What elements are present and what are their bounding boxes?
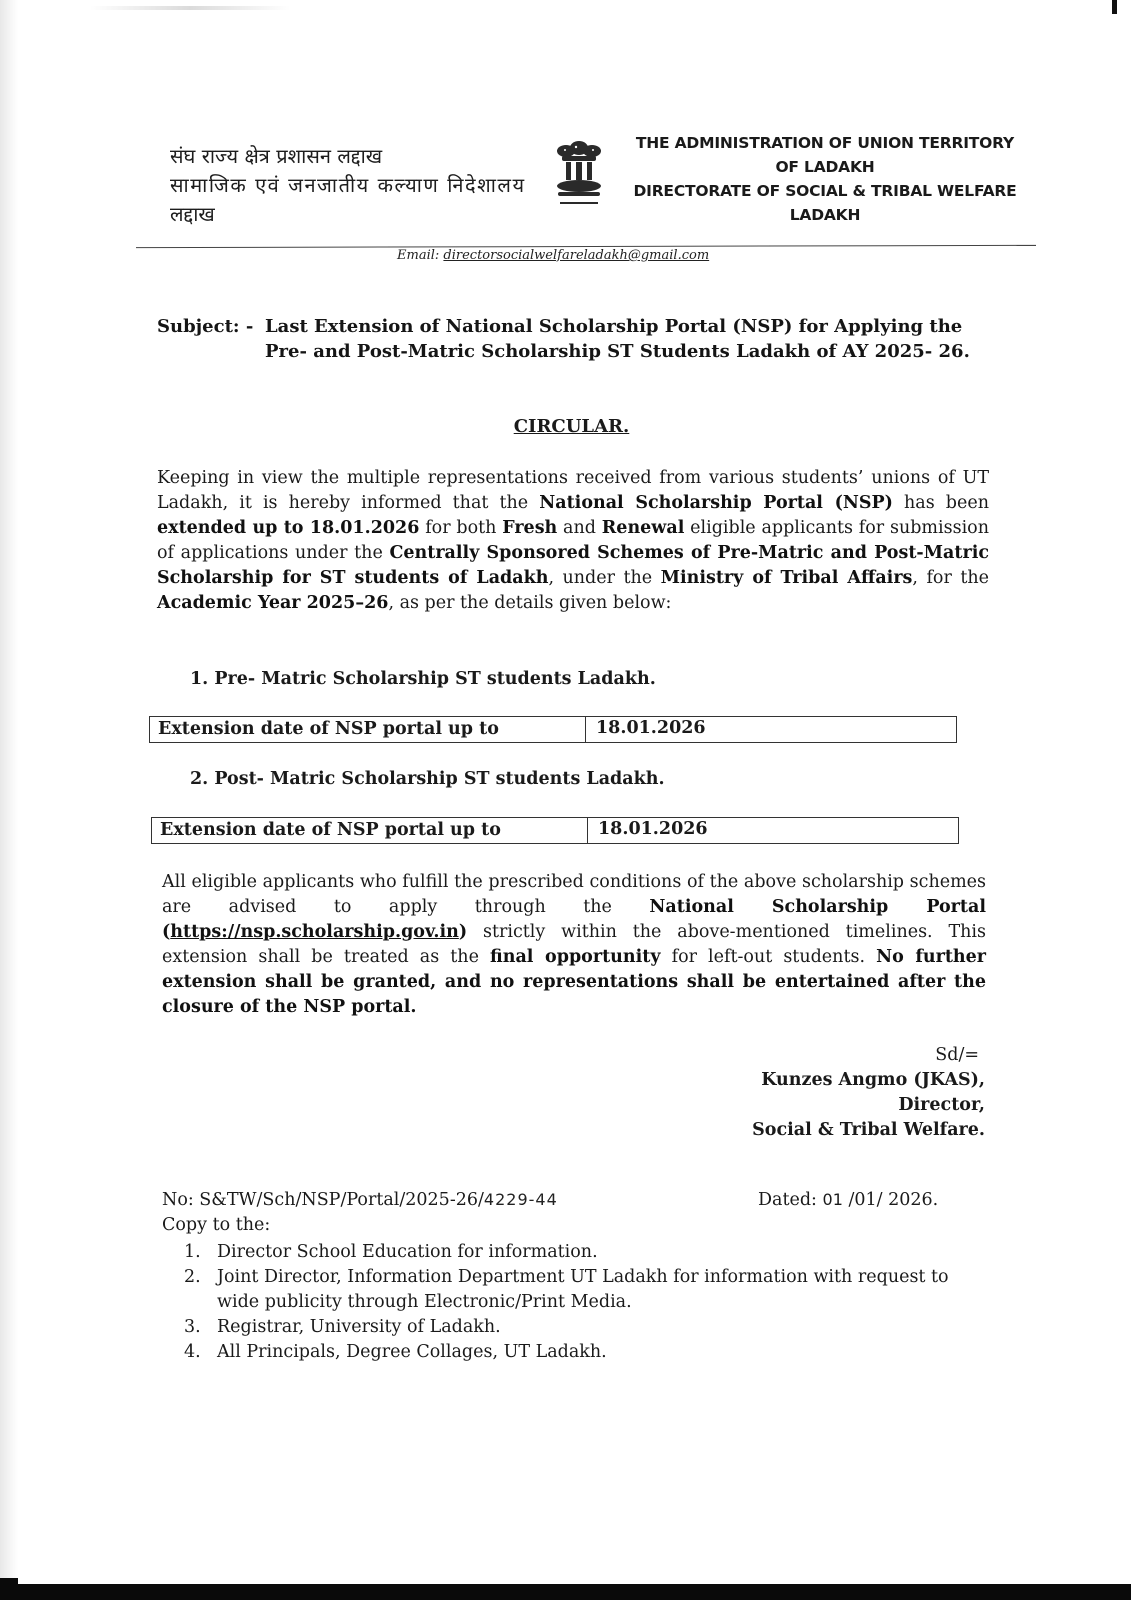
p1-text: , under the <box>548 568 661 588</box>
item-text: Joint Director, Information Department UT Ladakh for information with request to wide publicity through Electronic/Print Media. <box>217 1267 949 1312</box>
dated-label: Dated: <box>758 1190 817 1210</box>
extension-table-pre-matric <box>149 716 957 743</box>
hindi-line: लद्दाख <box>170 202 215 226</box>
p1-text: Keeping in view the multiple representations received from various students’ unions of UT Ladakh, it is hereby informed that the <box>157 468 989 513</box>
reference-number <box>162 1190 558 1210</box>
p1-text: and <box>557 518 602 538</box>
extension-label: Extension date of NSP portal up to <box>150 717 586 742</box>
signed-mark: Sd/= <box>935 1045 979 1065</box>
signatory-name: Kunzes Angmo (JKAS), <box>761 1070 985 1090</box>
p2-bold: National Scholarship Portal ( <box>162 897 986 942</box>
p2-text: All eligible applicants who fulfill the prescribed conditions of the above scholarship schemes are advised to apply through the <box>162 872 986 917</box>
ref-prefix: No: S&TW/Sch/NSP/Portal/2025-26/ <box>162 1190 484 1210</box>
circular-title <box>0 416 1131 437</box>
copy-to-label: Copy to the: <box>162 1215 271 1235</box>
copy-to-item <box>184 1240 986 1265</box>
p1-bold: Academic Year 2025–26 <box>157 593 389 613</box>
org-line: LADAKH <box>789 206 861 224</box>
org-line: THE ADMINISTRATION OF UNION TERRITORY <box>635 134 1015 152</box>
dated-line <box>758 1190 938 1210</box>
extension-table-post-matric <box>151 817 959 844</box>
p1-text: for both <box>419 518 503 538</box>
org-line: DIRECTORATE OF SOCIAL & TRIBAL WELFARE <box>633 182 1017 200</box>
body-paragraph-1 <box>157 466 989 616</box>
p1-bold: Renewal <box>601 518 685 538</box>
extension-date: 18.01.2026 <box>598 819 708 839</box>
copy-to-item <box>184 1315 986 1340</box>
hindi-line: संघ राज्य क्षेत्र प्रशासन लद्दाख <box>170 144 383 168</box>
p1-text: , for the <box>912 568 989 588</box>
body-paragraph-2 <box>162 870 986 1020</box>
scan-corner-mark <box>1112 0 1117 14</box>
item-text: Director School Education for information. <box>217 1242 598 1262</box>
scheme-heading-pre-matric: 1. Pre- Matric Scholarship ST students Ladakh. <box>190 669 656 689</box>
copy-to-item <box>184 1340 986 1365</box>
item-text: Registrar, University of Ladakh. <box>217 1317 501 1337</box>
p2-text: strictly within the above-mentioned timelines. This extension shall be treated as the <box>162 922 986 967</box>
p1-bold: extended up to 18.01.2026 <box>157 518 420 538</box>
org-line: OF LADAKH <box>775 158 875 176</box>
email-line <box>397 248 709 263</box>
dated-rest: /01/ 2026. <box>848 1190 939 1210</box>
signatory-designation: Director, <box>898 1095 985 1115</box>
scan-smudge <box>90 6 290 10</box>
item-number: 1. <box>184 1242 201 1262</box>
nsp-portal-link[interactable]: https://nsp.scholarship.gov.in <box>170 922 459 942</box>
p1-text: , as per the details given below: <box>388 593 672 613</box>
email-link[interactable]: directorsocialwelfareladakh@gmail.com <box>443 248 710 263</box>
p2-bold: ) <box>458 922 468 942</box>
p1-bold: Centrally Sponsored Schemes of Pre-Matric and Post-Matric Scholarship for ST students of Ladakh <box>157 543 989 588</box>
item-text: All Principals, Degree Collages, UT Ladakh. <box>217 1342 607 1362</box>
signature-block <box>752 1043 985 1143</box>
copy-to-item <box>184 1265 986 1315</box>
circular-title-text: CIRCULAR. <box>513 416 630 437</box>
p2-bold-warning: No further extension shall be granted, and no representations shall be entertained after the closure of the NSP portal. <box>162 947 986 1017</box>
signatory-department: Social & Tribal Welfare. <box>752 1120 985 1140</box>
p2-text: for left-out students. <box>660 947 877 967</box>
p2-bold: final opportunity <box>490 947 661 967</box>
scan-edge <box>0 0 18 1600</box>
scan-bottom-edge <box>0 1584 1131 1600</box>
item-number: 2. <box>184 1267 201 1287</box>
p1-bold: National Scholarship Portal (NSP) <box>539 493 893 513</box>
hindi-line: सामाजिक एवं जनजातीय कल्याण निदेशालय <box>170 173 526 197</box>
email-label: Email: <box>397 248 440 263</box>
dated-handwritten-day: 01 <box>822 1190 843 1209</box>
p1-bold: Ministry of Tribal Affairs <box>660 568 913 588</box>
p1-text: has been <box>892 493 989 513</box>
p1-bold: Fresh <box>502 518 558 538</box>
subject <box>157 314 997 364</box>
extension-date: 18.01.2026 <box>596 718 706 738</box>
item-number: 4. <box>184 1342 201 1362</box>
copy-to-list <box>184 1240 986 1365</box>
organization-title <box>622 131 1028 227</box>
p1-text: eligible applicants for submission of applications under the <box>157 518 989 563</box>
extension-label: Extension date of NSP portal up to <box>152 818 588 843</box>
hindi-letterhead <box>170 142 526 229</box>
subject-text: Last Extension of National Scholarship Portal (NSP) for Applying the Pre- and Post-Matric Scholarship ST Students Ladakh of AY 2025- 26. <box>265 316 970 362</box>
scheme-heading-post-matric: 2. Post- Matric Scholarship ST students Ladakh. <box>190 769 665 789</box>
ref-handwritten-number: 4229-44 <box>483 1190 558 1209</box>
item-number: 3. <box>184 1317 201 1337</box>
national-emblem-icon <box>548 136 610 208</box>
subject-label: Subject: - <box>157 316 254 337</box>
